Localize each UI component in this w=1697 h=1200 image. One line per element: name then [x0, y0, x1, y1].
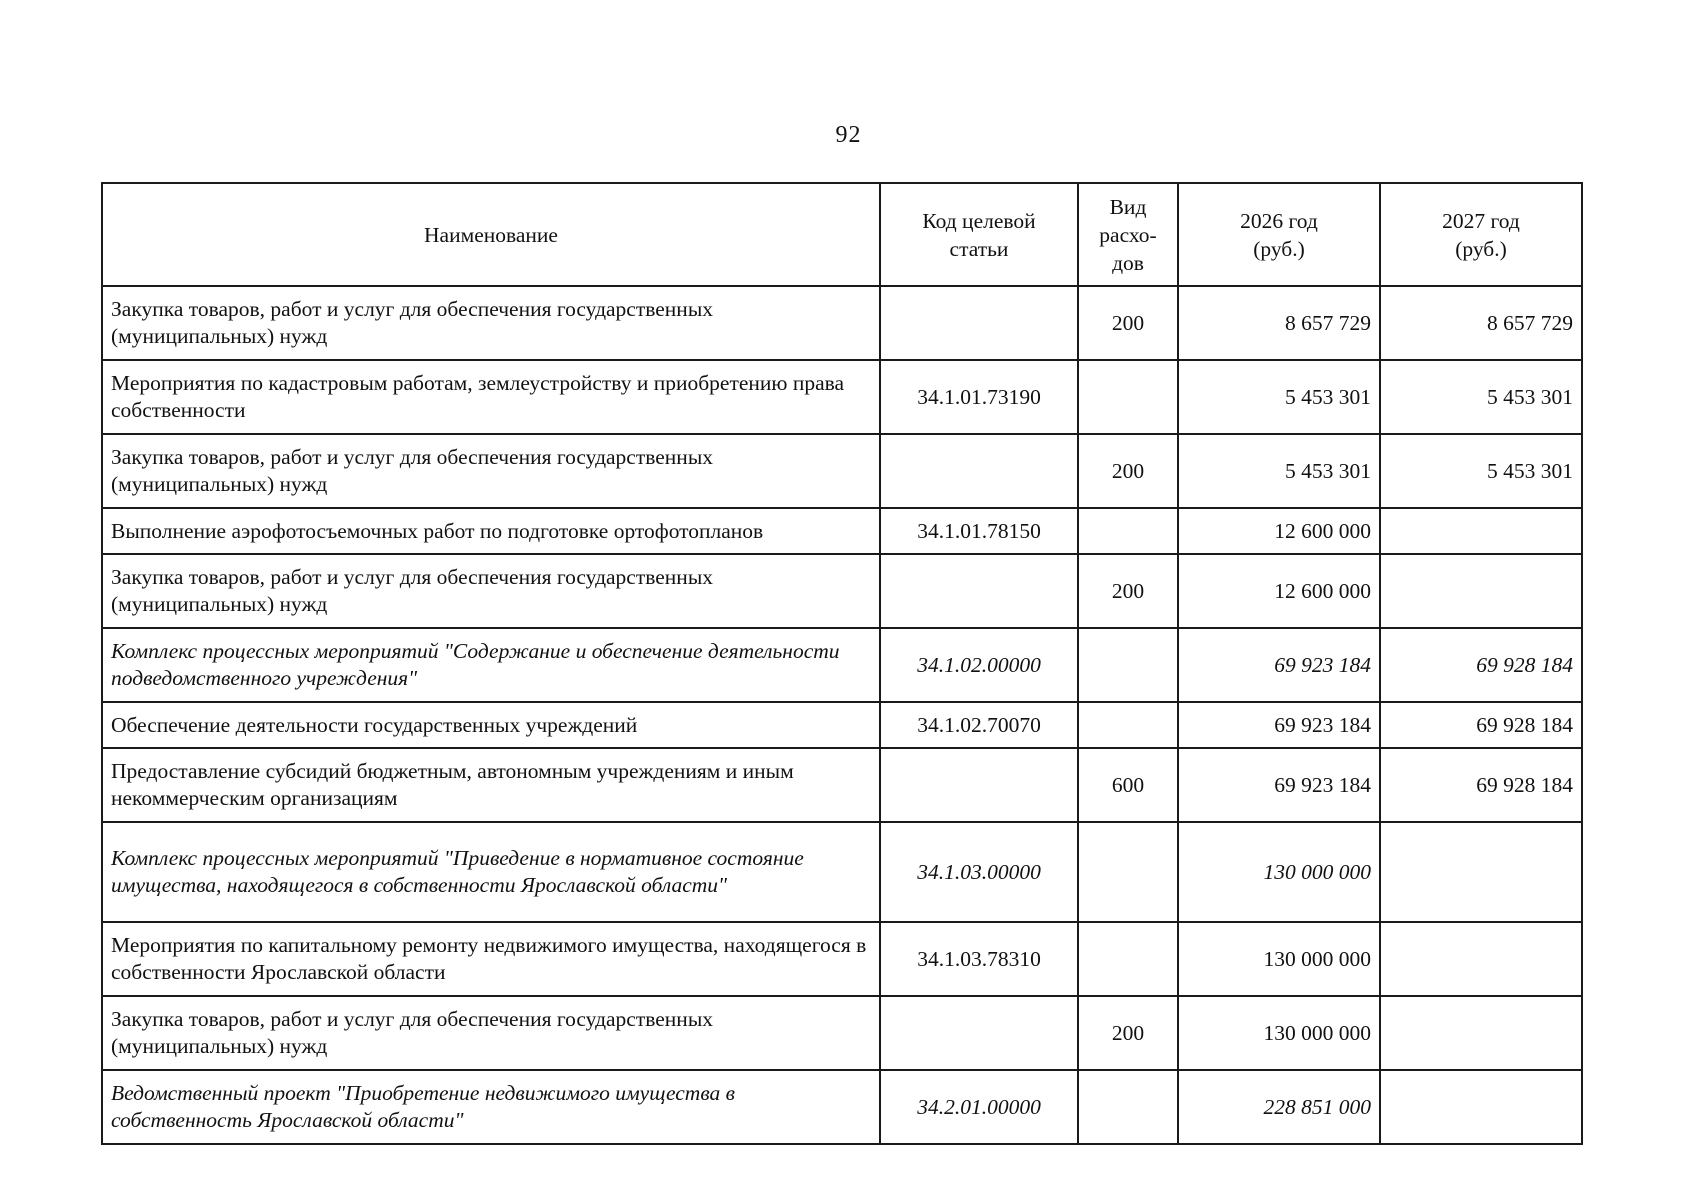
cell-code: [880, 996, 1078, 1070]
cell-name: Закупка товаров, работ и услуг для обеспечения государственных (муниципальных) нужд: [102, 996, 880, 1070]
cell-expense-type: [1078, 702, 1178, 748]
table-row: [102, 360, 1582, 434]
table-row: [102, 996, 1582, 1070]
cell-expense-type: [1078, 1070, 1178, 1144]
cell-amount-2027: [1380, 996, 1582, 1070]
cell-expense-type: 200: [1078, 434, 1178, 508]
cell-amount-2026: 8 657 729: [1178, 286, 1380, 360]
cell-amount-2026: 228 851 000: [1178, 1070, 1380, 1144]
cell-expense-type: 200: [1078, 996, 1178, 1070]
cell-expense-type: 200: [1078, 286, 1178, 360]
cell-amount-2026: 130 000 000: [1178, 822, 1380, 922]
cell-expense-type: [1078, 922, 1178, 996]
cell-amount-2027: 69 928 184: [1380, 702, 1582, 748]
cell-amount-2026: 12 600 000: [1178, 508, 1380, 554]
cell-amount-2026: 69 923 184: [1178, 748, 1380, 822]
table-header-row: [102, 183, 1582, 286]
cell-code: [880, 434, 1078, 508]
table-row: [102, 508, 1582, 554]
cell-name: Закупка товаров, работ и услуг для обеспечения государственных (муниципальных) нужд: [102, 286, 880, 360]
cell-name: Обеспечение деятельности государственных учреждений: [102, 702, 880, 748]
table-row: [102, 922, 1582, 996]
header-2027: 2027 год (руб.): [1380, 183, 1582, 286]
table-row: [102, 286, 1582, 360]
table-row: [102, 434, 1582, 508]
cell-amount-2026: 12 600 000: [1178, 554, 1380, 628]
cell-name: Ведомственный проект "Приобретение недвижимого имущества в собственность Ярославской области": [102, 1070, 880, 1144]
cell-expense-type: [1078, 360, 1178, 434]
cell-code: 34.1.02.70070: [880, 702, 1078, 748]
cell-amount-2027: [1380, 822, 1582, 922]
table-row: [102, 1070, 1582, 1144]
header-vid: Вид расхо- дов: [1078, 183, 1178, 286]
cell-expense-type: [1078, 508, 1178, 554]
cell-code: 34.1.03.78310: [880, 922, 1078, 996]
cell-code: 34.1.02.00000: [880, 628, 1078, 702]
cell-name: Выполнение аэрофотосъемочных работ по подготовке ортофотопланов: [102, 508, 880, 554]
cell-expense-type: 600: [1078, 748, 1178, 822]
cell-amount-2027: 5 453 301: [1380, 360, 1582, 434]
cell-amount-2026: 5 453 301: [1178, 434, 1380, 508]
cell-code: 34.2.01.00000: [880, 1070, 1078, 1144]
table-row: [102, 628, 1582, 702]
cell-name: Мероприятия по кадастровым работам, землеустройству и приобретению права собственности: [102, 360, 880, 434]
cell-code: [880, 748, 1078, 822]
table-row: [102, 822, 1582, 922]
cell-amount-2027: 69 928 184: [1380, 748, 1582, 822]
cell-expense-type: 200: [1078, 554, 1178, 628]
cell-amount-2027: [1380, 554, 1582, 628]
cell-amount-2027: 69 928 184: [1380, 628, 1582, 702]
cell-amount-2027: [1380, 922, 1582, 996]
cell-amount-2027: [1380, 1070, 1582, 1144]
table-row: [102, 554, 1582, 628]
header-2026: 2026 год (руб.): [1178, 183, 1380, 286]
cell-amount-2027: [1380, 508, 1582, 554]
cell-code: [880, 286, 1078, 360]
cell-name: Предоставление субсидий бюджетным, автономным учреждениям и иным некоммерческим организациям: [102, 748, 880, 822]
cell-amount-2026: 69 923 184: [1178, 702, 1380, 748]
cell-name: Закупка товаров, работ и услуг для обеспечения государственных (муниципальных) нужд: [102, 434, 880, 508]
cell-code: [880, 554, 1078, 628]
cell-name: Закупка товаров, работ и услуг для обеспечения государственных (муниципальных) нужд: [102, 554, 880, 628]
cell-name: Комплекс процессных мероприятий "Содержание и обеспечение деятельности подведомственного учреждения": [102, 628, 880, 702]
cell-name: Мероприятия по капитальному ремонту недвижимого имущества, находящегося в собственности Ярославской области: [102, 922, 880, 996]
cell-code: 34.1.03.00000: [880, 822, 1078, 922]
cell-name: Комплекс процессных мероприятий "Приведение в нормативное состояние имущества, находящегося в собственности Ярославской области": [102, 822, 880, 922]
cell-code: 34.1.01.73190: [880, 360, 1078, 434]
table-body: [102, 286, 1582, 1144]
header-code: Код целевой статьи: [880, 183, 1078, 286]
cell-amount-2027: 5 453 301: [1380, 434, 1582, 508]
table-row: [102, 702, 1582, 748]
cell-amount-2026: 130 000 000: [1178, 922, 1380, 996]
cell-amount-2026: 5 453 301: [1178, 360, 1380, 434]
cell-expense-type: [1078, 822, 1178, 922]
cell-expense-type: [1078, 628, 1178, 702]
cell-amount-2026: 130 000 000: [1178, 996, 1380, 1070]
table-row: [102, 748, 1582, 822]
budget-table: [101, 182, 1583, 1145]
page-number: 92: [835, 122, 862, 148]
cell-amount-2027: 8 657 729: [1380, 286, 1582, 360]
header-name: Наименование: [102, 183, 880, 286]
cell-amount-2026: 69 923 184: [1178, 628, 1380, 702]
cell-code: 34.1.01.78150: [880, 508, 1078, 554]
